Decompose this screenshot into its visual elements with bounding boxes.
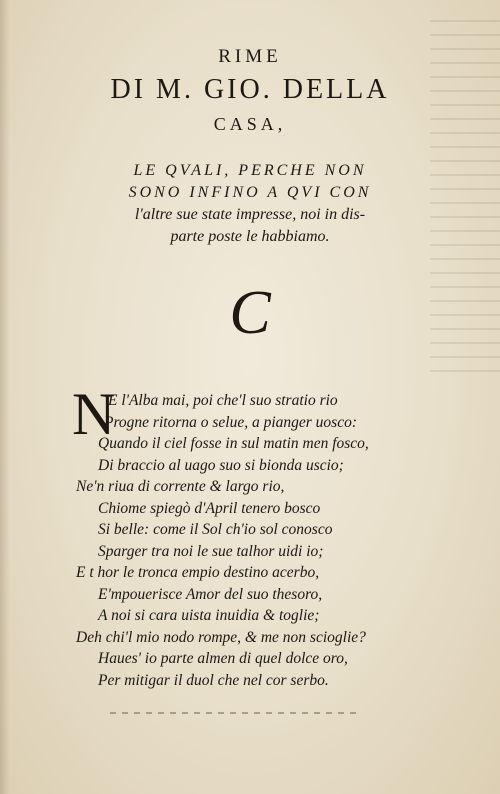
poem-drop-cap: N — [72, 381, 116, 447]
poem-line-6: Chiome spiegò d'April tenero bosco — [98, 499, 321, 517]
poem-line-13: Haues' io parte almen di quel dolce oro, — [98, 650, 348, 667]
title-rime: RIME — [218, 46, 282, 67]
poem-line-4: Di braccio al uago suo si bionda uscio; — [98, 456, 344, 474]
poem-line-11: A noi si cara uista inuidia & toglie; — [98, 607, 320, 624]
page-bottom-rule — [110, 712, 360, 714]
preface-line-4: parte poste le habbiamo. — [170, 228, 330, 245]
preface-line-2: SONO INFINO A QVI CON — [128, 184, 372, 201]
poem-line-2: Progne ritorna o selue, a pianger uosco: — [104, 413, 357, 431]
sonnet — [74, 390, 434, 691]
poem-line-3: Quando il ciel fosse in sul matin men fosco, — [98, 435, 369, 452]
title-casa: CASA, — [213, 114, 287, 134]
ornamental-initial-icon: C — [229, 279, 271, 347]
title-author: DI M. GIO. DELLA — [110, 74, 390, 105]
poem-line-8: Sparger tra noi le sue talhor uidi io; — [98, 542, 324, 560]
poem-line-9: E t hor le tronca empio destino acerbo, — [76, 564, 320, 581]
poem-line-10: E'mpouerisce Amor del suo thesoro, — [98, 585, 323, 603]
preface-line-3: l'altre sue state impresse, noi in dis- — [134, 206, 366, 223]
preface-note — [60, 160, 440, 248]
poem-line-14: Per mitigar il duol che nel cor serbo. — [98, 671, 329, 689]
poem-line-12: Deh chi'l mio nodo rompe, & me non scioglie? — [76, 628, 366, 646]
preface-line-1: LE QVALI, PERCHE NON — [133, 162, 367, 179]
poem-line-1: E l'Alba mai, poi che'l suo stratio rio — [108, 392, 338, 409]
poem-line-7: Si belle: come il Sol ch'io sol conosco — [98, 521, 333, 538]
poem-line-5: Ne'n riua di corrente & largo rio, — [76, 478, 285, 495]
